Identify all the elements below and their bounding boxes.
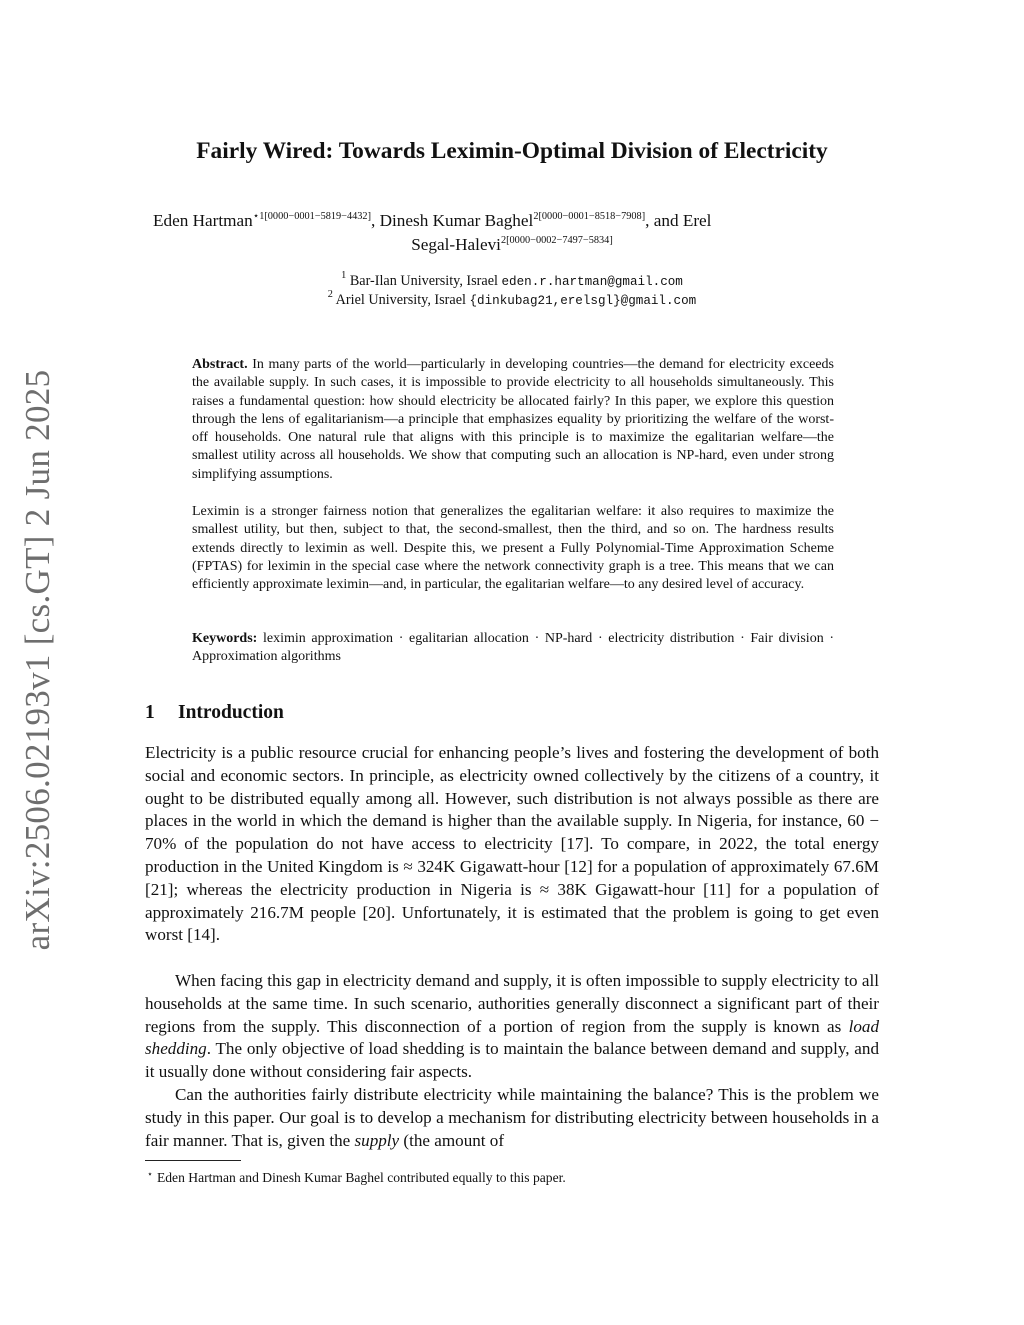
author-orcid: [0000−0002−7497−5834]: [506, 235, 613, 246]
affiliation-email[interactable]: eden.r.hartman@gmail.com: [501, 275, 683, 289]
keywords-text: leximin approximation · egalitarian allocation · NP-hard · electricity distribution · Fair division · Approximation algorithms: [192, 631, 835, 665]
affiliation-institution: Ariel University, Israel: [335, 292, 466, 308]
section-number: 1: [145, 702, 155, 723]
intro-paragraph-2: [145, 970, 879, 1084]
keywords: [192, 630, 834, 667]
section-heading: [145, 702, 284, 724]
affiliation-2: [140, 285, 884, 311]
section-title: Introduction: [178, 702, 284, 723]
paper-title: Fairly Wired: Towards Leximin-Optimal Division of Electricity: [196, 138, 828, 164]
footnote: [145, 1167, 879, 1186]
author-orcid: [0000−0001−8518−7908]: [538, 211, 646, 222]
abstract-label: Abstract.: [192, 357, 248, 372]
affiliation-mark: 2: [327, 289, 333, 300]
author-mark: ⋆1: [252, 211, 265, 222]
paragraph-text: Electricity is a public resource crucial for enhancing people’s lives and fostering the development of both social and economic sectors. In principle, as electricity owned collectively by the citizens of a country, it ought to be distributed equally among all. However, such distribution is not always possible as there are places in the world in which the demand is higher than the available supply. In Nigeria, for instance, 60 − 70% of the population do not have access to electricity [17]. To compare, in 2022, the total energy production in the United Kingdom is ≈ 324K Gigawatt-hour [12] for a population of approximately 67.6M [21]; whereas the electricity production in Nigeria is ≈ 38K Gigawatt-hour [11] for a population of approximately 216.7M people [20]. Unfortunately, it is estimated that the problem is going to get even worst [14].: [145, 743, 879, 945]
emphasized-term: load shedding: [145, 1016, 879, 1059]
keywords-label: Keywords:: [192, 631, 258, 646]
author-mark: 2: [533, 211, 539, 222]
paragraph-text: Can the authorities fairly distribute electricity while maintaining the balance? This is the problem we study in this paper. Our goal is to develop a mechanism for distributing electricity between households in a fair manner. That is, given the: [145, 1085, 879, 1150]
author-name: Segal-Halevi: [411, 235, 501, 254]
abstract-paragraph-1: [192, 356, 834, 484]
author-name: Dinesh Kumar Baghel: [379, 211, 534, 230]
author-name: Eden Hartman: [153, 211, 253, 230]
paragraph-text: When facing this gap in electricity demand and supply, it is often impossible to supply electricity to all households at the same time. In such scenario, authorities generally disconnect a significant part of their regions from the supply. This disconnection of a portion of region from the supply is known as: [145, 971, 879, 1036]
abstract-paragraph-2: [192, 503, 834, 594]
author-orcid: [0000−0001−5819−4432]: [264, 211, 372, 222]
affiliation-institution: Bar-Ilan University, Israel: [349, 273, 498, 289]
footnote-divider: [145, 1160, 241, 1161]
paragraph-text: (the amount of: [399, 1130, 505, 1150]
author-line-2: [145, 229, 879, 257]
footnote-mark: ⋆: [147, 1170, 153, 1180]
intro-paragraph-1: [145, 742, 879, 947]
emphasized-term: supply: [354, 1130, 400, 1150]
paragraph-text: . The only objective of load shedding is to maintain the balance between demand and supply, and it usually done without considering fair aspects.: [145, 1039, 879, 1082]
author-separator: ,: [371, 211, 380, 230]
abstract-text: In many parts of the world—particularly in developing countries—the demand for electricity exceeds the available supply. In such cases, it is impossible to provide electricity to all households simultaneously. This raises a fundamental question: how should electricity be allocated fairly? In this paper, we explore this question through the lens of egalitarianism—a principle that emphasizes equality by prioritizing the welfare of the worst-off households. One natural rule that aligns with this principle is to maximize the egalitarian welfare—the smallest utility across all households. We show that computing such an allocation is NP-hard, even under strong simplifying assumptions.: [192, 357, 834, 482]
author-mark: 2: [500, 235, 507, 246]
affiliation-email[interactable]: {dinkubag21,erelsgl}@gmail.com: [469, 294, 697, 308]
abstract-text: Leximin is a stronger fairness notion that generalizes the egalitarian welfare: it also requires to maximize the smallest utility, but then, subject to that, the second-smallest, then the third, and so on. The hardness results extends directly to leximin as well. Despite this, we present a Fully Polynomial-Time Approximation Scheme (FPTAS) for leximin in the special case where the network connectivity graph is a tree. This means that we can efficiently approximate leximin—and, in particular, the egalitarian welfare—to any desired level of accuracy.: [192, 504, 834, 593]
intro-paragraph-3: [145, 1084, 879, 1152]
footnote-text: Eden Hartman and Dinesh Kumar Baghel contributed equally to this paper.: [156, 1170, 566, 1185]
author-separator: , and Erel: [645, 211, 712, 230]
arxiv-identifier: arXiv:2506.02193v1 [cs.GT] 2 Jun 2025: [18, 369, 57, 951]
affiliation-mark: 1: [341, 270, 347, 281]
